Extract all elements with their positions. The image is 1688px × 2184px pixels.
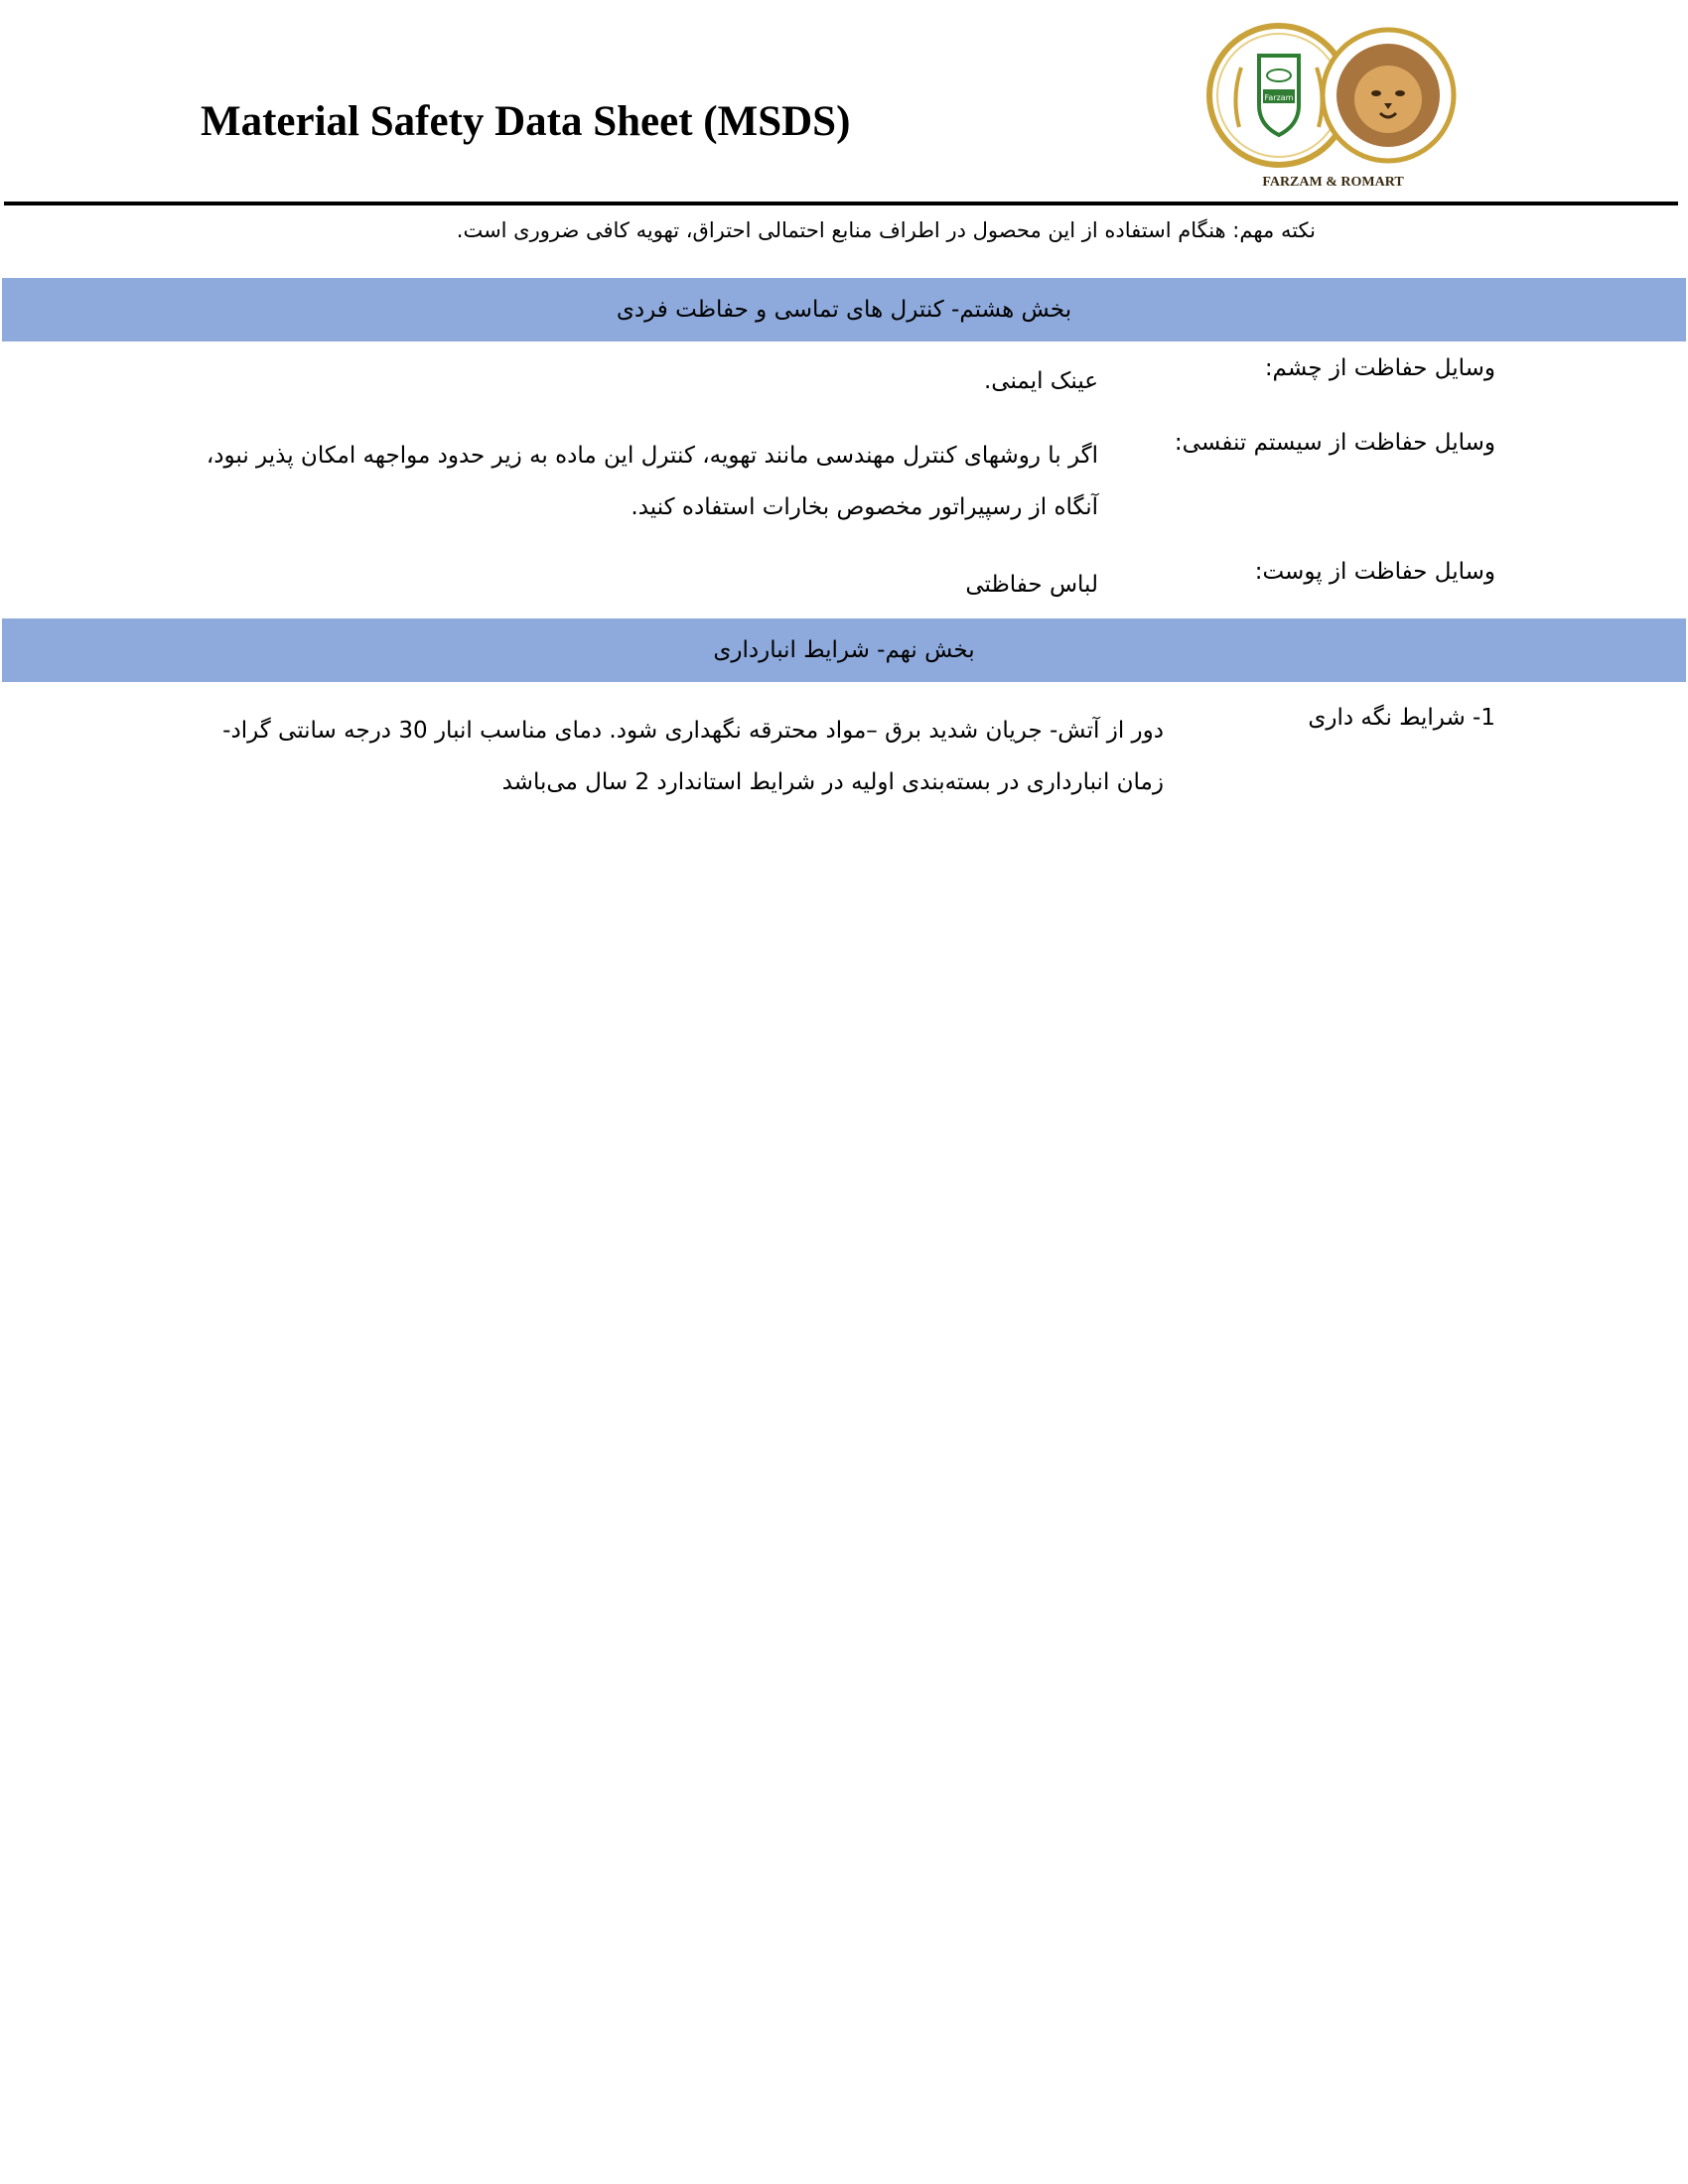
skin-protection-row <box>199 559 1495 609</box>
skin-protection-value: لباس حفاظتی <box>965 572 1098 598</box>
section-9-heading: بخش نهم- شرایط انبارداری <box>2 618 1686 682</box>
storage-conditions-label: 1- شرایط نگه داری <box>1308 705 1495 731</box>
page-header <box>0 0 1688 208</box>
eye-protection-label: وسایل حفاظت از چشم: <box>1264 355 1495 381</box>
company-logo <box>1201 18 1465 197</box>
eye-protection-row <box>199 355 1495 405</box>
storage-conditions-value: دور از آتش- جریان شدید برق –مواد محترقه نگهداری شود. دمای مناسب انبار 30 درجه سانتی گراد- زمان انبارداری در بسته‌بندی اولیه در شرایط استاندارد 2 سال می‌باشد <box>222 718 1164 795</box>
respiratory-protection-value: اگر با روشهای کنترل مهندسی مانند تهویه، کنترل این ماده به زیر حدود مواجهه امکان پذیر نبود، آنگاه از رسپیراتور مخصوص بخارات استفاده کنید. <box>206 443 1098 520</box>
skin-protection-label: وسایل حفاظت از پوست: <box>1254 559 1495 585</box>
section-8-heading: بخش هشتم- کنترل های تماسی و حفاظت فردی <box>2 278 1686 341</box>
eye-protection-value: عینک ایمنی. <box>983 368 1098 394</box>
important-note: نکته مهم: هنگام استفاده از این محصول در اطراف منابع احتمالی احتراق، تهویه کافی ضروری است. <box>456 218 1316 242</box>
document-title: Material Safety Data Sheet (MSDS) <box>201 98 851 145</box>
logo-caption: FARZAM & ROMART <box>1262 175 1404 190</box>
header-divider <box>4 202 1678 205</box>
respiratory-protection-row <box>199 430 1495 539</box>
respiratory-protection-label: وسایل حفاظت از سیستم تنفسی: <box>1174 430 1495 456</box>
logo-badge-text: Farzam <box>1264 93 1294 102</box>
storage-conditions-row <box>199 705 1495 814</box>
